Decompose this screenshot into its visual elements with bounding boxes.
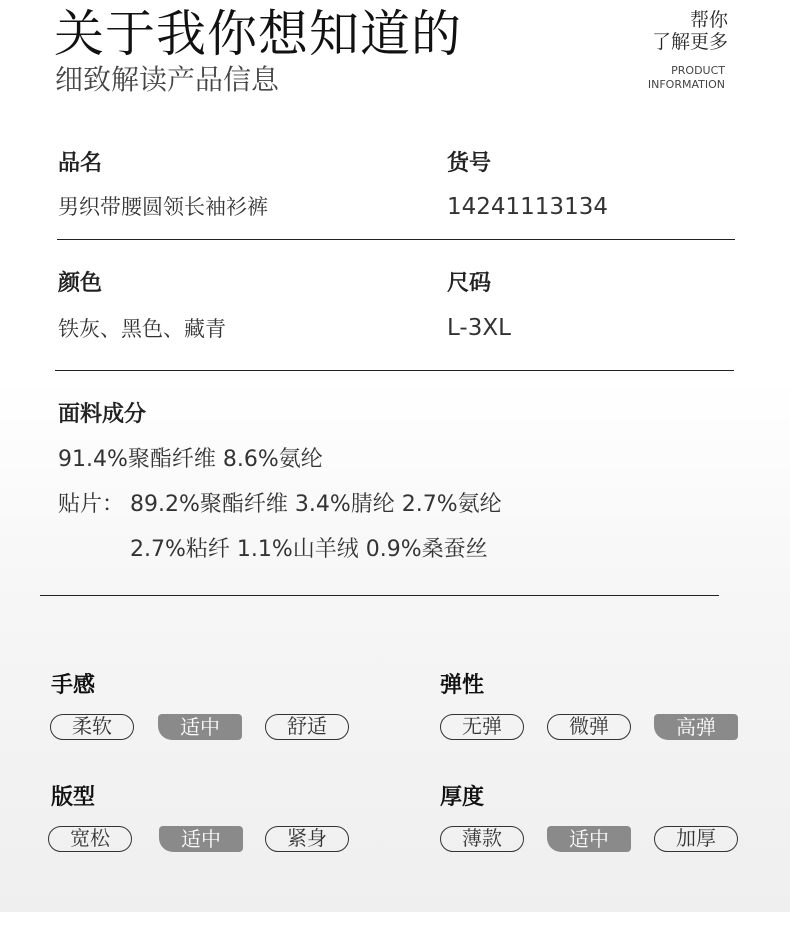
page-title: 关于我你想知道的 <box>54 5 462 63</box>
attribute-option: 薄款 <box>440 826 524 852</box>
fabric-line-3: 2.7%粘纤 1.1%山羊绒 0.9%桑蚕丝 <box>130 537 488 562</box>
attribute-label: 厚度 <box>440 785 485 810</box>
attribute-option: 宽松 <box>48 826 132 852</box>
attribute-option-selected: 适中 <box>159 826 243 852</box>
fabric-line-2: 89.2%聚酯纤维 3.4%腈纶 2.7%氨纶 <box>130 492 502 517</box>
attribute-option-selected: 高弹 <box>654 714 738 740</box>
attribute-label: 版型 <box>51 785 96 810</box>
page-subtitle: 细致解读产品信息 <box>55 63 280 96</box>
attribute-group-stretch <box>440 672 760 742</box>
product-name-label: 品名 <box>58 151 103 176</box>
english-tagline-line2: INFORMATION <box>647 78 725 91</box>
attribute-option-selected: 适中 <box>158 714 242 740</box>
size-value: L-3XL <box>447 315 511 341</box>
fabric-line-1: 91.4%聚酯纤维 8.6%氨纶 <box>58 447 323 472</box>
fabric-label: 面料成分 <box>58 402 147 427</box>
attribute-group-fit <box>48 784 368 854</box>
sku-label: 货号 <box>447 151 492 176</box>
divider <box>55 370 734 371</box>
product-name-value: 男织带腰圆领长袖衫裤 <box>58 195 268 219</box>
attribute-option: 柔软 <box>50 714 134 740</box>
divider <box>57 239 735 240</box>
attribute-group-thickness <box>440 784 760 854</box>
more-tagline-line1: 帮你 <box>689 9 728 31</box>
english-tagline-line1: PRODUCT <box>671 64 725 77</box>
sku-value: 14241113134 <box>447 194 608 220</box>
attribute-option: 微弹 <box>547 714 631 740</box>
attribute-option: 加厚 <box>654 826 738 852</box>
attribute-option: 舒适 <box>265 714 349 740</box>
attribute-option-selected: 适中 <box>547 826 631 852</box>
divider <box>40 595 719 596</box>
color-value: 铁灰、黑色、藏青 <box>58 317 226 341</box>
attribute-option: 无弹 <box>440 714 524 740</box>
attribute-option: 紧身 <box>265 826 349 852</box>
attribute-label: 弹性 <box>440 673 485 698</box>
color-label: 颜色 <box>58 271 103 296</box>
size-label: 尺码 <box>447 271 492 296</box>
more-tagline-line2: 了解更多 <box>651 31 728 53</box>
attribute-label: 手感 <box>51 673 96 698</box>
attribute-group-feel <box>50 672 370 742</box>
fabric-patch-prefix: 贴片： <box>58 492 125 517</box>
